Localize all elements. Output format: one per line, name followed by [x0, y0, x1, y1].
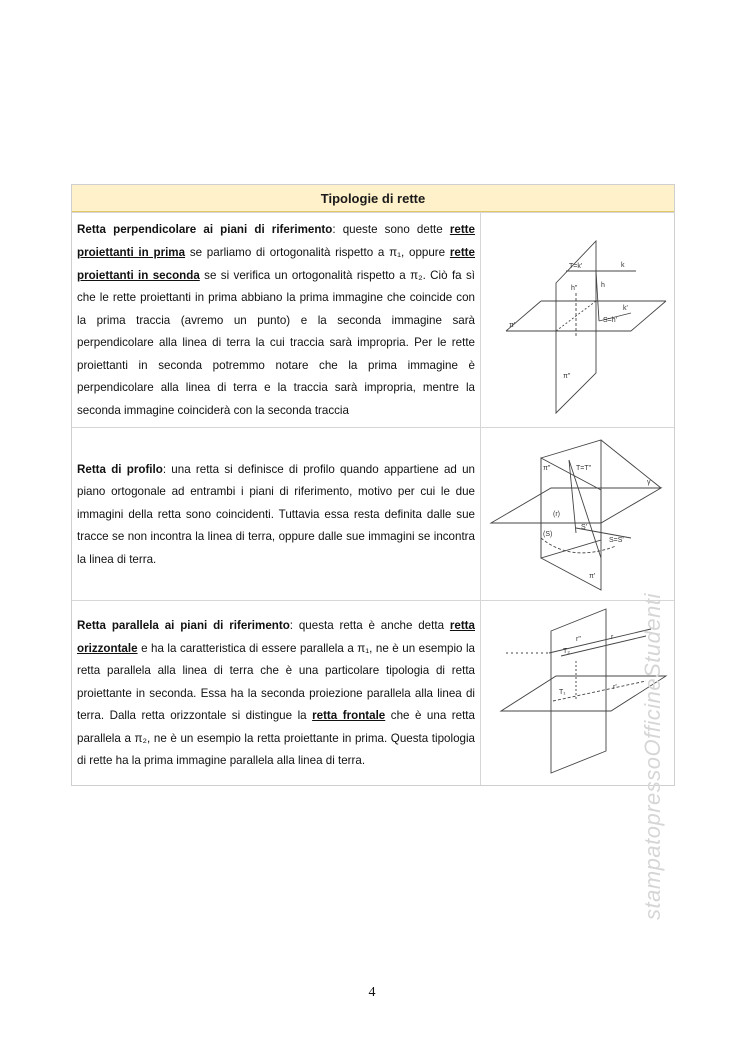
row-underlined: rette proiettanti in prima: [77, 223, 475, 259]
fig-label: r': [613, 684, 617, 691]
fig-label: S=h': [603, 317, 617, 324]
watermark: stampatopressoOfficineStudenti: [640, 593, 665, 920]
plane-edge: [631, 301, 666, 331]
table-title: Tipologie di rette: [320, 190, 426, 206]
fig-label: h": [571, 285, 578, 292]
fig-label: (r): [553, 511, 560, 518]
row-text-span: : una retta si definisce di profilo quando appartiene ad un piano ortogonale ad entrambi i piani di riferimento, motivo per cui le due immagini della retta sono coincidenti. Tuttavia essa resta definita dalle sue tracce se non incontra la linea di terra, oppure dalle sue immagini se incontra la linea di terra.: [77, 462, 476, 566]
fig-label: π": [543, 465, 551, 472]
fig-label: S=S': [609, 537, 624, 544]
row-underlined: retta frontale: [312, 709, 386, 723]
table-row: [72, 212, 674, 427]
table-row: [72, 427, 674, 600]
row-text-span: : queste sono dette: [332, 223, 450, 237]
horizontal-plane: [491, 488, 661, 523]
fig-label: (S): [543, 531, 553, 538]
row-term: Retta perpendicolare ai piani di riferimento: [77, 223, 333, 237]
vertical-plane: [541, 440, 601, 558]
fig-label: h: [601, 282, 605, 289]
fig-label: π': [589, 573, 596, 580]
plane-edge: [601, 440, 661, 488]
row-text-span: e ha la caratteristica di essere parallela a π₁, ne è un esempio la retta parallela alla linea di terra che è una particolare tipologia di retta proiettante in seconda. Essa ha la seconda proiezione parallela alla linea di terra. Dalla retta orizzontale si distingue la: [77, 641, 475, 723]
row-text: [72, 601, 481, 785]
fig-label: T=k': [569, 263, 583, 270]
fig-label: π": [563, 373, 571, 380]
arc: [541, 538, 616, 553]
row-text: [72, 428, 481, 600]
fig-label: S': [581, 524, 588, 531]
table-header: [72, 185, 674, 212]
fig-label: k: [621, 262, 625, 269]
row-term: Retta parallela ai piani di riferimento: [77, 618, 290, 632]
fig-label: r: [611, 634, 614, 641]
row-text-span: se si verifica un ortogonalità rispetto a π₂. Ciò fa sì che le rette proiettanti in prima abbiano la prima immagine che coincide con la prima traccia (avremo un punto) e la seconda immagine sarà perpendicolare alla linea di terra la cui traccia sarà impropria. Per le rette proiettanti in seconda potremmo notare che la prima immagine è perpendicolare alla linea di terra e la traccia sarà impropria, mentre la seconda immagine coinciderà con la seconda traccia: [77, 268, 476, 418]
line-h: [596, 271, 599, 321]
fig-label: r": [576, 636, 581, 643]
fig-label: T=T": [576, 465, 592, 472]
table-row: [72, 600, 674, 785]
fig-label: T₁: [559, 689, 566, 696]
types-table: [71, 184, 675, 786]
fig-label: π': [509, 322, 516, 329]
row-text-span: se parliamo di ortogonalità rispetto a π₁, oppure: [185, 245, 450, 259]
page-number: 4: [368, 985, 376, 1000]
row-text-span: che è una retta parallela a π₂, ne è un esempio la retta proiettante in prima. Questa tipologia di rette ha la prima immagine parallela alla linea di terra.: [77, 709, 475, 768]
figure-profile-line: [481, 428, 674, 600]
fig-label: γ: [647, 479, 651, 486]
fig-label: T₂: [563, 648, 570, 655]
figure-projecting-lines: [481, 213, 674, 427]
row-text: [72, 213, 481, 427]
row-underlined: rette proiettanti in seconda: [77, 245, 475, 282]
fig-label: k': [623, 305, 628, 312]
row-term: Retta di profilo: [77, 462, 163, 476]
row-underlined: retta orizzontale: [77, 618, 475, 655]
line-r: [561, 636, 646, 656]
row-text-span: : questa retta è anche detta: [289, 618, 450, 632]
